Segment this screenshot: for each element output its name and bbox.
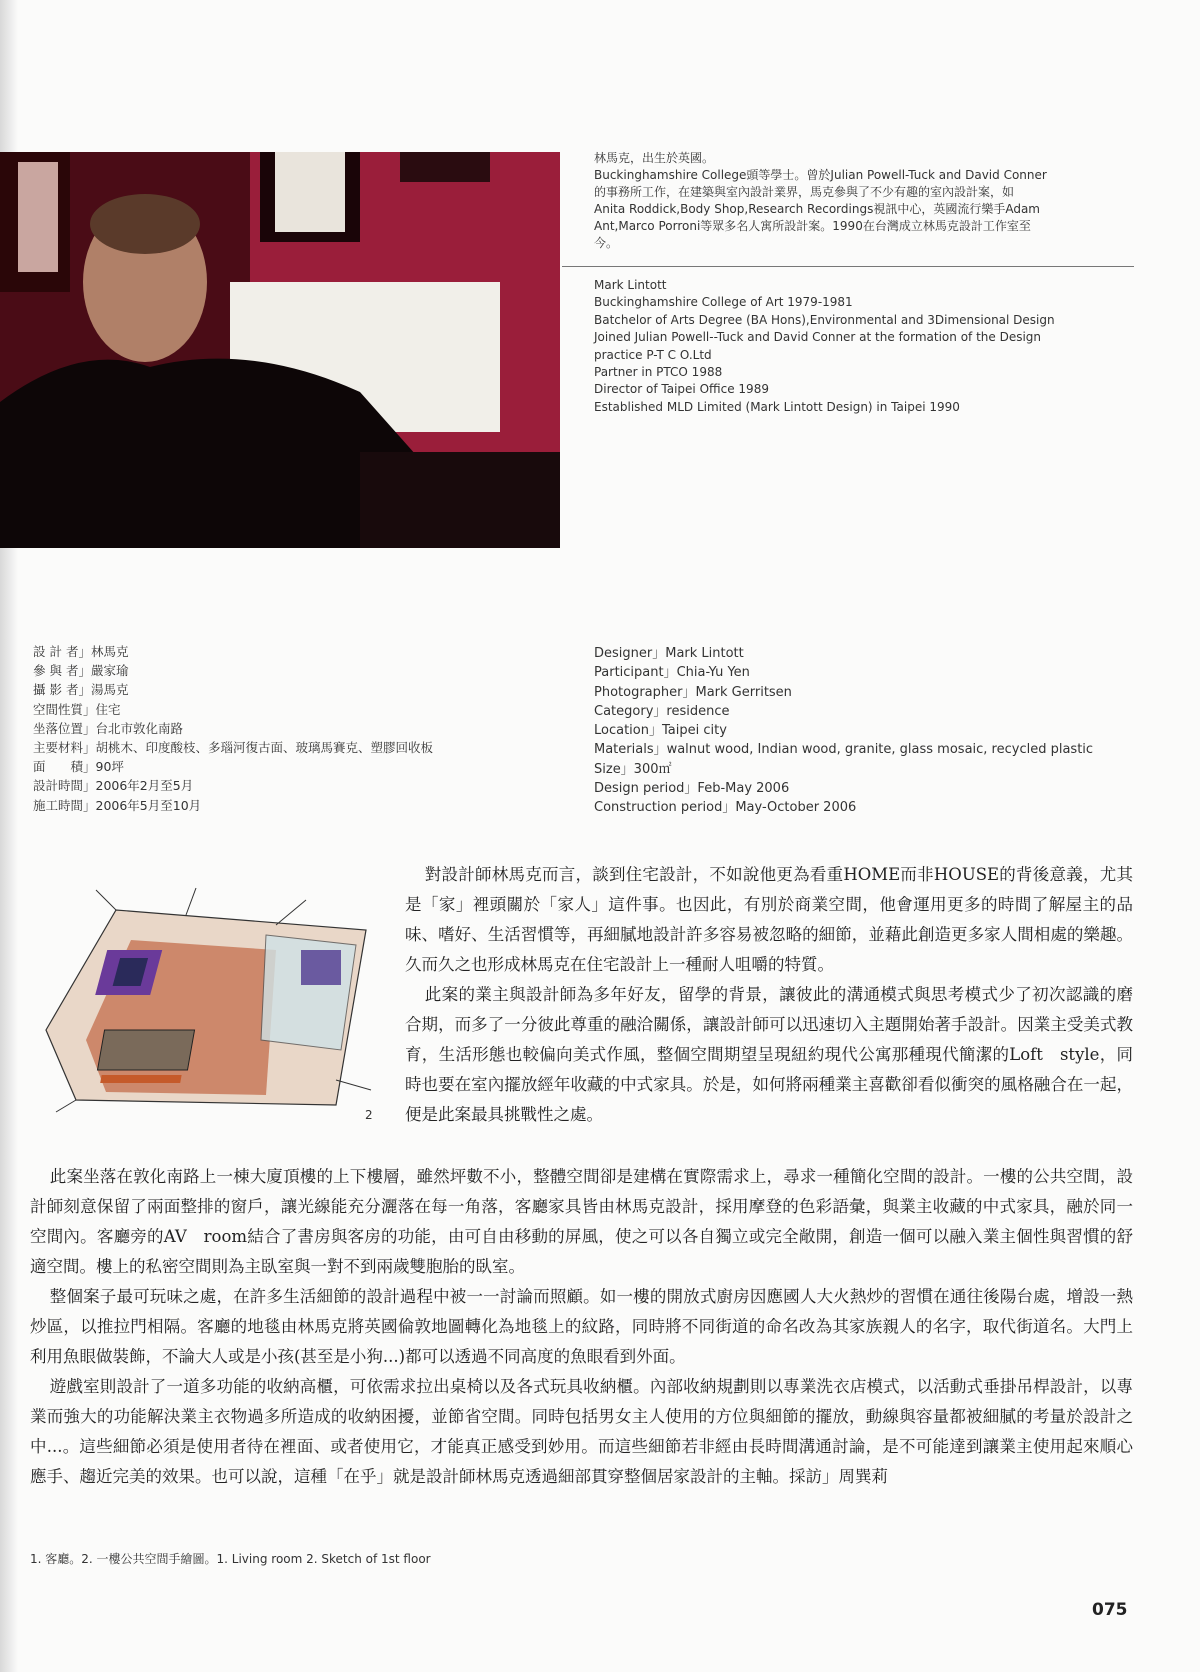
credit-row: Category」residence [594, 703, 730, 719]
credit-row: Materials」walnut wood, Indian wood, granite, glass mosaic, recycled plastic [594, 742, 1094, 758]
credit-row: 攝 影 者」湯馬克 [33, 682, 129, 698]
bio-en-line: Buckinghamshire College of Art 1979-1981 [594, 295, 853, 310]
credit-row: 主要材料」胡桃木、印度酸枝、多瑙河復古面、玻璃馬賽克、塑膠回收板 [33, 740, 434, 756]
bio-cn-line: Ant,Marco Porroni等眾多名人寓所設計案。1990在台灣成立林馬克設計工作室至 [594, 219, 1031, 233]
credit-row: Photographer」Mark Gerritsen [594, 684, 792, 700]
bio-en-line: Established MLD Limited (Mark Lintott Design) in Taipei 1990 [594, 399, 960, 414]
article-body-top [405, 860, 1133, 1130]
credit-row: 設 計 者」林馬克 [33, 644, 129, 659]
credit-row: 參 與 者」嚴家瑜 [33, 663, 129, 679]
bio-en-line: Mark Lintott [594, 278, 667, 292]
article-paragraph: 此案的業主與設計師為多年好友，留學的背景，讓彼此的溝通模式與思考模式少了初次認識的磨合期，而多了一分彼此尊重的融洽關係，讓設計師可以迅速切入主題開始著手設計。因業主受美式教育，生活形態也較偏向美式作風，整個空間期望呈現紐約現代公寓那種現代簡潔的Loft style，同時也要在室內擺放經年收藏的中式家具。於是，如何將兩種業主喜歡卻看似衝突的風格融合在一起，便是此案最具挑戰性之處。 [405, 985, 1133, 1124]
bio-cn-line: 林馬克，出生於英國。 [594, 151, 715, 165]
bio-divider [562, 266, 1134, 267]
article-paragraph: 整個案子最可玩味之處，在許多生活細節的設計過程中被一一討論而照顧。如一樓的開放式廚房因應國人大火熱炒的習慣在通往後陽台處，增設一熱炒區，以推拉門相隔。客廳的地毯由林馬克將英國倫敦地圖轉化為地毯上的紋路，同時將不同街道的命名改為其家族親人的名字，取代街道名。大門上利用魚眼做裝飾，不論大人或是小孩(甚至是小狗...)都可以透過不同高度的魚眼看到外面。 [30, 1287, 1133, 1366]
project-credits-chinese [33, 642, 553, 815]
bio-cn-line: Buckinghamshire College頭等學士。曾於Julian Powell-Tuck and David Conner [594, 168, 1047, 182]
article-paragraph: 此案坐落在敦化南路上一棟大廈頂樓的上下樓層，雖然坪數不小，整體空間卻是建構在實際需求上，尋求一種簡化空間的設計。一樓的公共空間，設計師刻意保留了兩面整排的窗戶，讓光線能充分灑落在每一角落，客廳家具皆由林馬克設計，採用摩登的色彩語彙，與業主收藏的中式家具，融於同一空間內。客廳旁的AV room結合了書房與客房的功能，由可自由移動的屏風，使之可以各自獨立或完全敞開，創造一個可以融入業主個性與習慣的舒適空間。樓上的私密空間則為主臥室與一對不到兩歲雙胞胎的臥室。 [30, 1167, 1133, 1276]
project-credits-english [594, 644, 1134, 818]
credit-row: Location」Taipei city [594, 723, 727, 739]
figure-number: 2 [365, 1108, 373, 1122]
figure-caption: 1. 客廳。2. 一樓公共空間手繪圖。1. Living room 2. Sketch of 1st floor [30, 1552, 431, 1566]
credit-row: Designer」Mark Lintott [594, 646, 744, 661]
bio-en-line: Joined Julian Powell--Tuck and David Conner at the formation of the Design [594, 330, 1042, 345]
bio-cn-line: Anita Roddick,Body Shop,Research Recordings視訊中心，英國流行樂手Adam [594, 202, 1040, 216]
credit-row: 空間性質」住宅 [33, 701, 121, 717]
credit-row: Size」300㎡ [594, 761, 672, 777]
floor-sketch-illustration [36, 880, 384, 1116]
bio-en-line: practice P-T C O.Ltd [594, 347, 712, 362]
bio-en-line: Partner in PTCO 1988 [594, 365, 723, 380]
credit-row: Design period」Feb-May 2006 [594, 781, 790, 797]
bio-cn-line: 的事務所工作，在建築與室內設計業界，馬克參與了不少有趣的室內設計案，如 [594, 185, 1015, 199]
article-paragraph: 對設計師林馬克而言，談到住宅設計，不如說他更為看重HOME而非HOUSE的背後意義，尤其是「家」裡頭關於「家人」這件事。也因此，有別於商業空間，他會運用更多的時間了解屋主的品味、嗜好、生活習慣等，再細膩地設計許多容易被忽略的細節，並藉此創造更多家人間相處的樂趣。久而久之也形成林馬克在住宅設計上一種耐人咀嚼的特質。 [405, 865, 1133, 974]
credit-row: 坐落位置」台北市敦化南路 [33, 720, 184, 736]
designer-bio-chinese [594, 150, 1134, 252]
credit-row: 面 積」90坪 [33, 759, 124, 775]
credit-row: Participant」Chia-Yu Yen [594, 665, 750, 681]
credit-row: 設計時間」2006年2月至5月 [33, 778, 194, 794]
designer-bio-english [594, 277, 1134, 416]
bio-en-line: Director of Taipei Office 1989 [594, 382, 769, 397]
designer-portrait-photo [0, 152, 560, 548]
credit-row: Construction period」May-October 2006 [594, 800, 857, 816]
article-paragraph: 遊戲室則設計了一道多功能的收納高櫃，可依需求拉出桌椅以及各式玩具收納櫃。內部收納規劃則以專業洗衣店模式，以活動式垂掛吊桿設計，以專業而強大的功能解決業主衣物過多所造成的收納困擾，並節省空間。同時包括男女主人使用的方位與細節的擺放，動線與容量都被細膩的考量於設計之中...。這些細節必須是使用者待在裡面、或者使用它，才能真正感受到妙用。而這些細節若非經由長時間溝通討論，是不可能達到讓業主使用起來順心應手、趨近完美的效果。也可以說，這種「在乎」就是設計師林馬克透過細部貫穿整個居家設計的主軸。採訪」周巽莉 [30, 1377, 1133, 1486]
page-number: 075 [1092, 1600, 1128, 1620]
bio-cn-line: 今。 [594, 236, 619, 250]
credit-row: 施工時間」2006年5月至10月 [33, 797, 202, 813]
article-body-bottom [30, 1162, 1133, 1492]
bio-en-line: Batchelor of Arts Degree (BA Hons),Environmental and 3Dimensional Design [594, 312, 1055, 327]
